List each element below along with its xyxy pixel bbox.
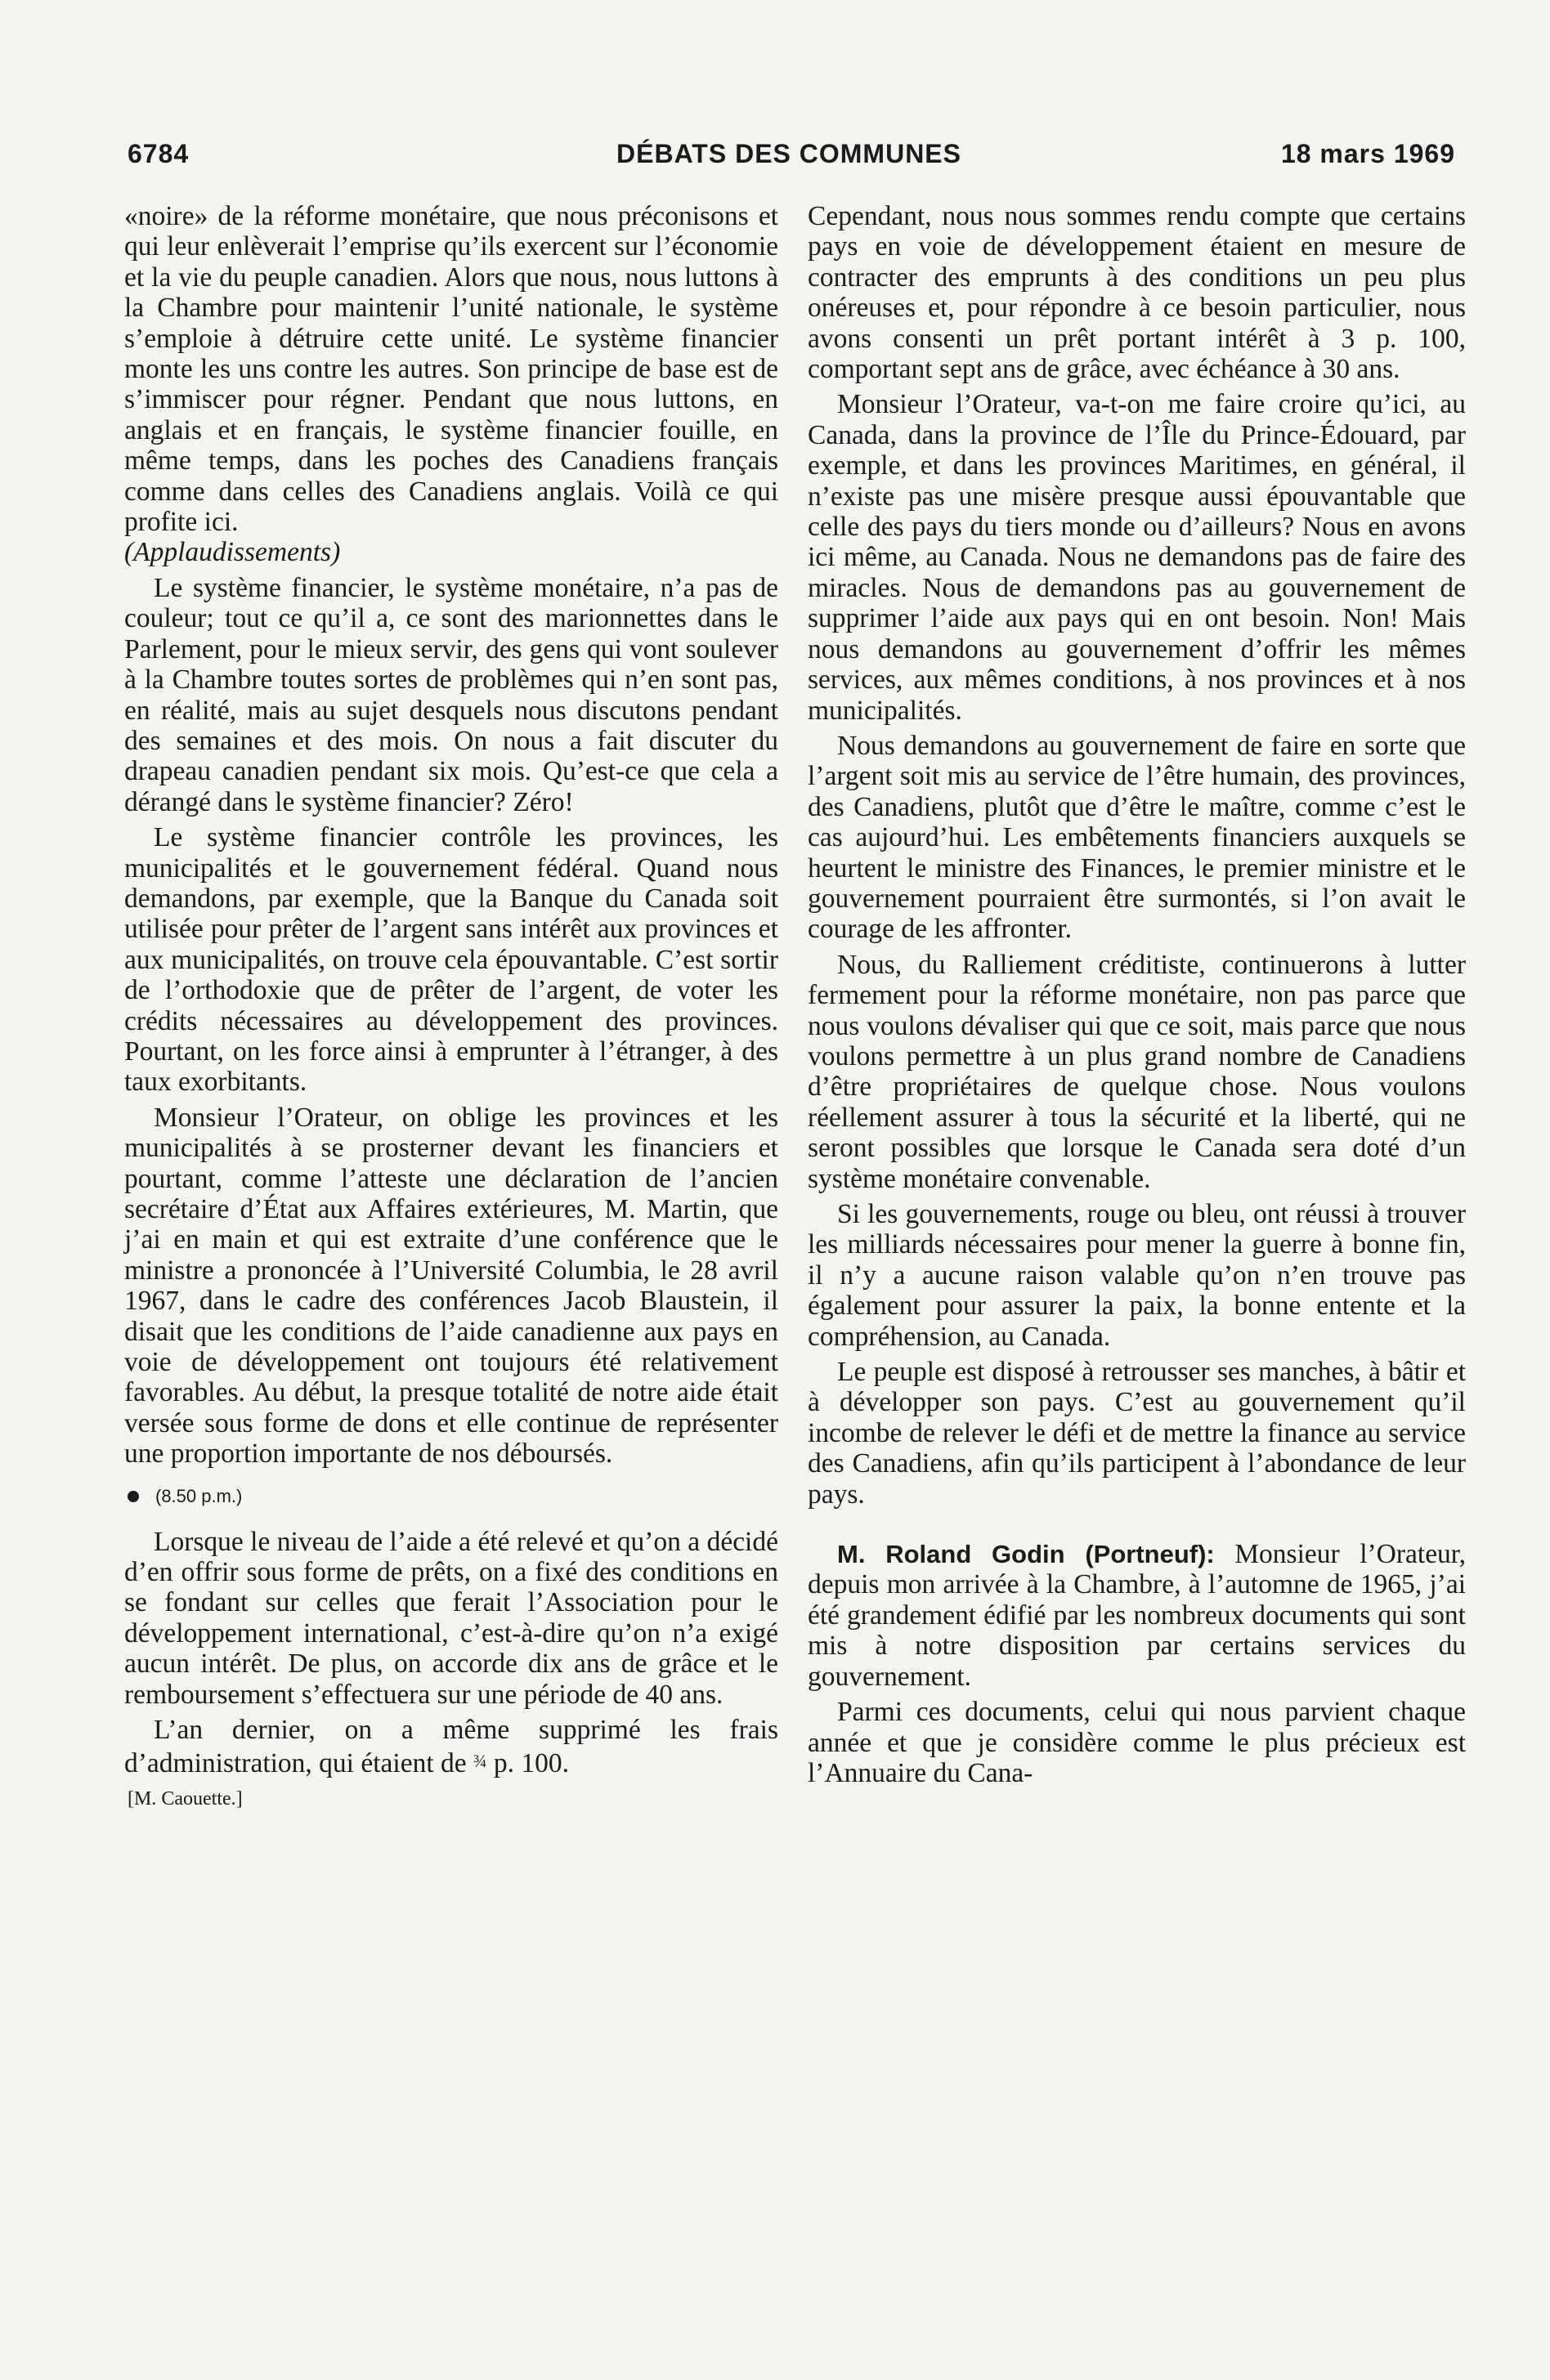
paragraph-text: L’an dernier, on a même supprimé les frais d’administration, qui étaient de [124,1715,778,1778]
applause-note: (Applaudissements) [124,537,341,568]
paragraph [124,201,778,568]
paragraph: Monsieur l’Orateur, on oblige les provinces et les municipalités à se prosterner devant les financiers et pourtant, comme l’atteste une déclaration de l’ancien secrétaire d’État aux Affaires extérieures, M. Martin, que j’ai en main et qui est extraite d’une conférence que le ministre a prononcée à l’Université Columbia, le 28 avril 1967, dans le cadre des conférences Jacob Blaustein, il disait que les conditions de l’aide canadienne aux pays en voie de développement ont toujours été relativement favorables. Au début, la presque totalité de notre aide était versée sous forme de dons et elle continue de représenter une proportion importante de nos déboursés. [124,1102,778,1470]
speaker-name: M. Roland Godin (Portneuf): [837,1540,1215,1569]
paragraph: Cependant, nous nous sommes rendu compte que certains pays en voie de développement étaient en mesure de contracter des emprunts à des conditions un peu plus onéreuses et, pour répondre à ce besoin particulier, nous avons consenti un prêt portant intérêt à 3 p. 100, comportant sept ans de grâce, avec échéance à 30 ans. [808,201,1466,385]
paragraph: Si les gouvernements, rouge ou bleu, ont réussi à trouver les milliards nécessaires pour mener la guerre à bonne fin, il n’y a aucune raison valable qu’on n’en trouve pas également pour assurer la paix, la bonne entente et la compréhension, au Canada. [808,1199,1466,1352]
paragraph: Monsieur l’Orateur, va-t-on me faire croire qu’ici, au Canada, dans la province de l’Île du Prince-Édouard, par exemple, et dans les provinces Maritimes, en général, il n’existe pas une misère presque aussi épouvantable que celle des pays du tiers monde ou d’ailleurs? Nous en avons ici même, au Canada. Nous ne demandons pas de faire des miracles. Nous de demandons pas au gouvernement de supprimer l’aide aux pays qui en ont besoin. Non! Mais nous demandons au gouvernement d’offrir les mêmes services, aux mêmes conditions, à nos provinces et à nos municipalités. [808,389,1466,726]
timestamp-text: (8.50 p.m.) [155,1485,243,1506]
paragraph: Nous, du Ralliement créditiste, continuerons à lutter fermement pour la réforme monétaire, non pas parce que nous voulons dévaliser qui que ce soit, mais parce que nous voulons permettre à un plus grand nombre de Canadiens d’être propriétaires de quelque chose. Nous voulons réellement assurer à tous la sécurité et la liberté, qui ne seront possibles que lorsque le Canada sera doté d’un système monétaire convenable. [808,949,1466,1194]
paragraph [124,1715,778,1778]
speaker-reference: [M. Caouette.] [128,1787,243,1810]
paragraph: Nous demandons au gouvernement de faire en sorte que l’argent soit mis au service de l’être humain, des provinces, des Canadiens, plutôt que d’être le maître, comme c’est le cas aujourd’hui. Les embêtements financiers auxquels se heurtent le ministre des Finances, le premier ministre et le gouvernement pourraient être surmontés, si l’on avait le courage de les affronter. [808,730,1466,945]
page-header [123,139,1455,180]
paragraph: Parmi ces documents, celui qui nous parvient chaque année et que je considère comme le plus précieux est l’Annuaire du Cana- [808,1697,1466,1788]
right-column [808,201,1466,1793]
paragraph: Le système financier contrôle les provinces, les municipalités et le gouvernement fédéral. Quand nous demandons, par exemple, que la Banque du Canada soit utilisée pour prêter de l’argent sans intérêt aux provinces et aux municipalités, on trouve cela épouvantable. C’est sortir de l’orthodoxie que de prêter de l’argent, de voter les crédits nécessaires au développement des provinces. Pourtant, on les force ainsi à emprunter à l’étranger, à des taux exorbitants. [124,822,778,1098]
paragraph [808,1539,1466,1692]
page-number: 6784 [128,139,190,168]
paragraph-text: p. 100. [493,1747,570,1778]
bullet-icon [128,1491,139,1502]
page-date: 18 mars 1969 [1280,139,1455,168]
paragraph: Le peuple est disposé à retrousser ses manches, à bâtir et à développer son pays. C’est au gouvernement qu’il incombe de relever le défi et de mettre la finance au service des Canadiens, afin qu’ils participent à l’abondance de leur pays. [808,1357,1466,1510]
paragraph: Lorsque le niveau de l’aide a été relevé et qu’on a décidé d’en offrir sous forme de prêts, on a fixé des conditions en se fondant sur celles que ferait l’Association pour le développement international, c’est-à-dire qu’on n’a exigé aucun intérêt. De plus, on accorde dix ans de grâce et le remboursement s’effectuera sur une période de 40 ans. [124,1526,778,1710]
timestamp [124,1484,778,1509]
paragraph-text: «noire» de la réforme monétaire, que nous préconisons et qui leur enlèverait l’emprise qu’ils exercent sur l’économie et la vie du peuple canadien. Alors que nous, nous luttons à la Chambre pour maintenir l’unité nationale, le système s’emploie à détruire cette unité. Le système financier monte les uns contre les autres. Son principe de base est de s’immiscer pour régner. Pendant que nous luttons, en anglais et en français, le système financier fouille, en même temps, dans les poches des Canadiens français comme dans celles des Canadiens anglais. Voilà ce qui profite ici. [124,201,778,538]
paragraph: Le système financier, le système monétaire, n’a pas de couleur; tout ce qu’il a, ce sont des marionnettes dans le Parlement, pour le mieux servir, des gens qui vont soulever à la Chambre toutes sortes de problèmes qui n’en sont pas, en réalité, mais au sujet desquels nous discutons pendant des semaines et des mois. On nous a fait discuter du drapeau canadien pendant six mois. Qu’est-ce que cela a dérangé dans le système financier? Zéro! [124,572,778,817]
fraction: ¾ [473,1750,487,1771]
left-column [124,201,778,1811]
publication-title: DÉBATS DES COMMUNES [616,139,961,168]
paragraph-text: Monsieur l’Orateur, depuis mon arrivée à la Chambre, à l’automne de 1965, j’ai été grandement édifié par les nombreux documents qui sont mis à notre disposition par certains services du gouvernement. [808,1539,1466,1692]
